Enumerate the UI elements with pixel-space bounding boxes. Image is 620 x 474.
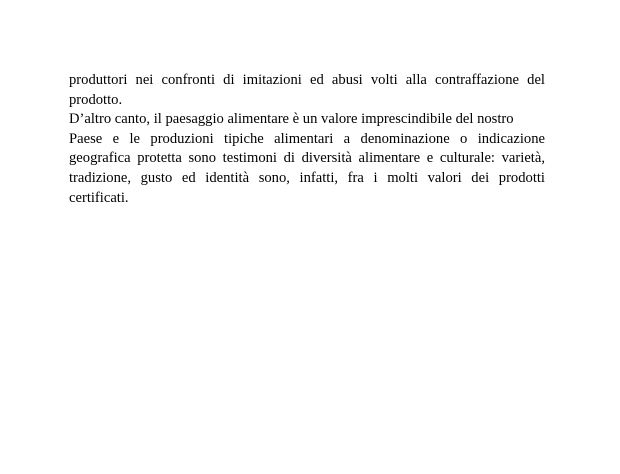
text-line: Paese e le produzioni tipiche alimentari a denominazione o indicazione xyxy=(69,130,545,147)
text-line: D’altro canto, il paesaggio alimentare è un valore imprescindibile del nostro xyxy=(69,111,514,128)
text-line: produttori nei confronti di imitazioni ed abusi volti alla contraffazione del xyxy=(69,72,545,88)
text-line: certificati. xyxy=(69,189,129,206)
text-line: geografica protetta sono testimoni di diversità alimentare e culturale: varietà, xyxy=(69,150,545,167)
body-text xyxy=(69,71,545,208)
text-line: tradizione, gusto ed identità sono, infatti, fra i molti valori dei prodotti xyxy=(69,169,545,186)
text-line: prodotto. xyxy=(69,91,123,108)
